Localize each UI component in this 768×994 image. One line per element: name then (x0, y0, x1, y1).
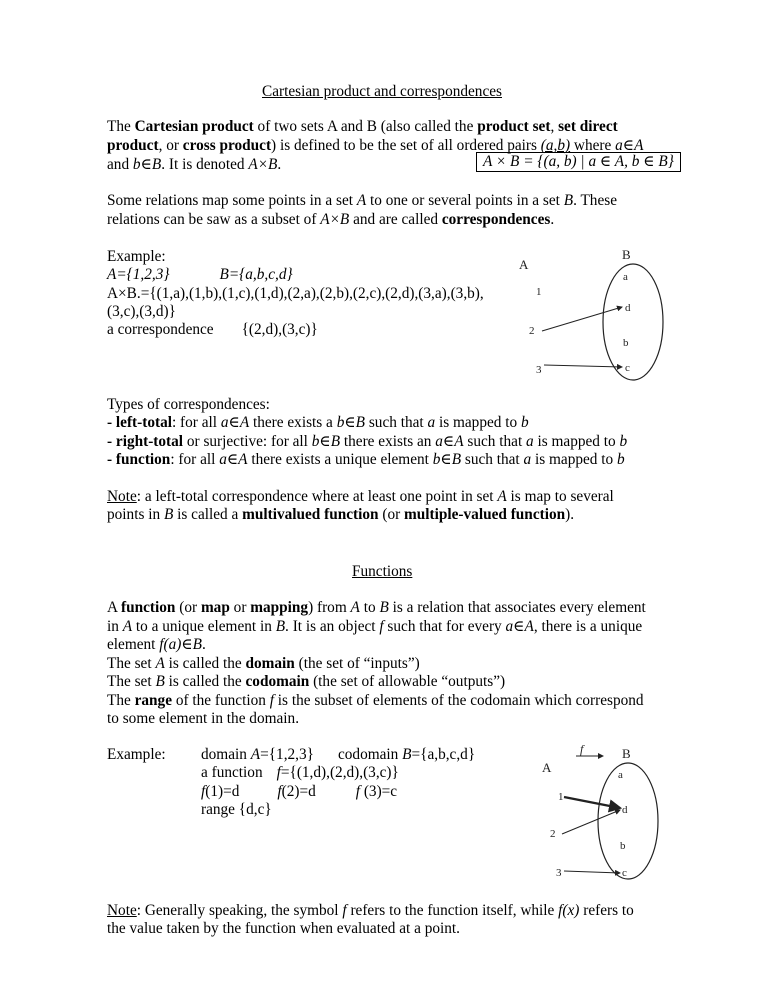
paragraph-relations-line1: Some relations map some points in a set A to one or several points in a set B. These (107, 192, 617, 209)
element-b: b (623, 337, 629, 349)
type-function: - function: for all a∈A there exists a unique element b∈B such that a is mapped to b (107, 451, 625, 468)
term-cross-product: cross product (182, 137, 272, 154)
example1-label: Example: (107, 248, 166, 265)
note-function-line2: the value taken by the function when evaluated at a point. (107, 920, 460, 937)
example2-label: Example: (107, 746, 166, 763)
arrow-1-to-d (564, 797, 620, 808)
element-a-f: a (618, 769, 623, 781)
example1-product-line2: (3,c),(3,d)} (107, 303, 176, 320)
type-left-total: - left-total: for all a∈A there exists a b∈B such that a is mapped to b (107, 414, 529, 431)
arrow-2-to-d (542, 307, 622, 331)
element-c-f: c (622, 867, 627, 879)
set-a-label-2: A (542, 760, 552, 775)
example2-function: a function f={(1,d),(2,d),(3,c)} (201, 764, 399, 781)
section-heading-cartesian: Cartesian product and correspondences (262, 83, 502, 100)
types-intro: Types of correspondences: (107, 396, 270, 413)
element-3: 3 (536, 364, 542, 376)
term-cartesian-product: Cartesian product (134, 118, 254, 135)
paragraph-function-codomain: The set B is called the codomain (the set of allowable “outputs”) (107, 673, 506, 690)
note-function-line1: Note: Generally speaking, the symbol f refers to the function itself, while f(x) refers to (107, 902, 634, 919)
paragraph-function-line2: in A to a unique element in B. It is an object f such that for every a∈A, there is a unique (107, 618, 643, 635)
element-2: 2 (529, 325, 535, 337)
arrow-2-to-d-f (562, 810, 620, 834)
set-b-label-2: B (622, 746, 631, 761)
paragraph-function-range-line2: to some element in the domain. (107, 710, 300, 727)
element-1: 1 (536, 286, 542, 298)
example2-values: f(1)=d f(2)=d f (3)=c (201, 783, 398, 800)
term-product-set: product set (477, 118, 551, 135)
paragraph-cartesian-line2: product, or cross product) is defined to be the set of all ordered pairs (a,b) where a∈A (107, 137, 644, 154)
element-a: a (623, 271, 628, 283)
paragraph-relations-line2: relations can be saw as a subset of A×B and are called correspondences. (107, 211, 555, 228)
note-multivalued-line1: Note: a left-total correspondence where at least one point in set A is map to several (107, 488, 614, 505)
set-b-ellipse-2 (598, 763, 658, 879)
element-1-f: 1 (558, 791, 564, 803)
element-2-f: 2 (550, 828, 556, 840)
element-b-f: b (620, 840, 626, 852)
paragraph-function-domain: The set A is called the domain (the set of “inputs”) (107, 655, 420, 672)
example2-domain-codomain: domain A={1,2,3} codomain B={a,b,c,d} (201, 746, 476, 763)
paragraph-function-range: The range of the function f is the subset of elements of the codomain which correspond (107, 692, 644, 709)
arrow-3-to-c (544, 365, 622, 367)
paragraph-cartesian-line3: and b∈B. It is denoted A×B. (107, 156, 282, 173)
section-heading-functions: Functions (352, 563, 413, 580)
term-set-direct: set direct (558, 118, 618, 135)
example1-product-line1: A×B.={(1,a),(1,b),(1,c),(1,d),(2,a),(2,b),(2,c),(2,d),(3,a),(3,b), (107, 285, 484, 302)
element-d-f: d (622, 804, 628, 816)
element-3-f: 3 (556, 867, 562, 879)
paragraph-function-line1: A function (or map or mapping) from A to B is a relation that associates every element (107, 599, 646, 616)
element-d: d (625, 302, 631, 314)
element-c: c (625, 362, 630, 374)
type-right-total: - right-total or surjective: for all b∈B there exists an a∈A such that a is mapped to b (107, 433, 628, 450)
term-correspondences: correspondences (441, 211, 551, 228)
example2-range: range {d,c} (201, 801, 272, 818)
example1-sets: A={1,2,3} B={a,b,c,d} (107, 266, 293, 283)
note-multivalued-line2: points in B is called a multivalued function (or multiple-valued function). (107, 506, 575, 523)
set-b-label: B (622, 247, 631, 262)
paragraph-cartesian-line1: The Cartesian product of two sets A and B (also called the product set, set direct (107, 118, 618, 135)
set-a-label: A (519, 257, 529, 272)
cartesian-formula-box: A × B = {(a, b) | a ∈ A, b ∈ B} (476, 152, 681, 172)
example1-correspondence: a correspondence {(2,d),(3,c)} (107, 321, 318, 338)
function-f-label: f (580, 742, 584, 756)
set-b-ellipse (603, 264, 663, 380)
paragraph-function-line3: element f(a)∈B. (107, 636, 206, 653)
correspondence-diagram (505, 240, 665, 385)
arrow-3-to-c-f (564, 871, 620, 873)
function-diagram (528, 736, 668, 886)
